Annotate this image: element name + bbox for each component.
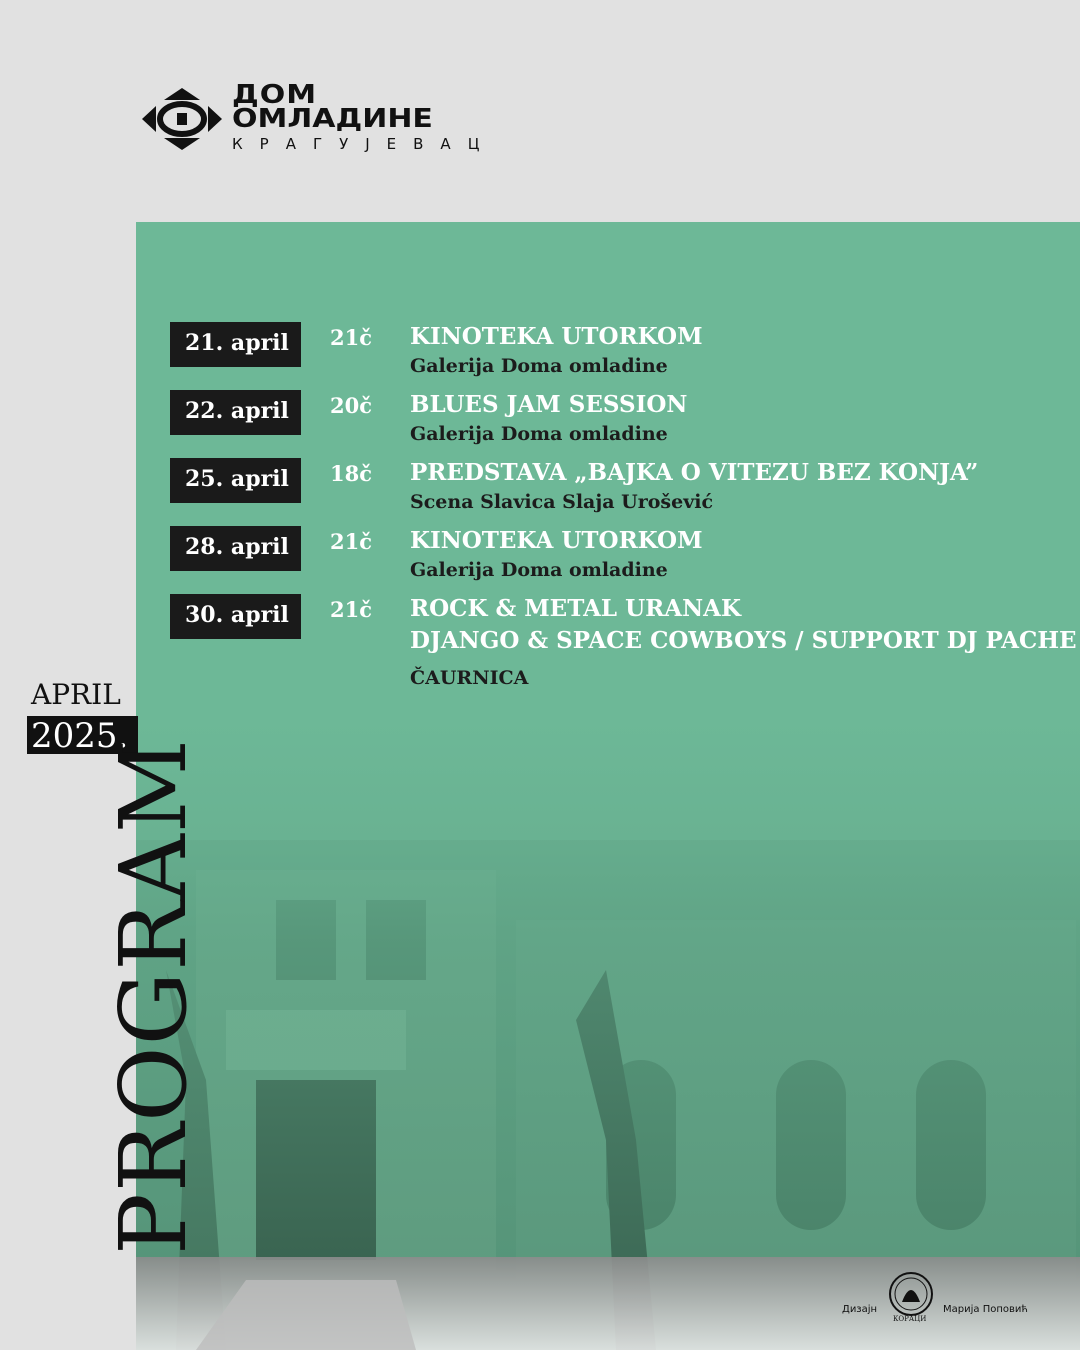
design-label: Дизајн (842, 1304, 878, 1315)
event-time: 20č (330, 393, 373, 418)
event-venue: Galerija Doma omladine (410, 423, 668, 445)
event-date: 28. april (170, 526, 301, 571)
event-time: 21č (330, 325, 373, 350)
event-title: PREDSTAVA „BAJKA O VITEZU BEZ KONJA” (410, 459, 979, 486)
logo-mark-icon (140, 86, 224, 152)
event-date: 30. april (170, 594, 301, 639)
month-label: APRIL (31, 678, 121, 711)
designer-name: Марија Поповић (943, 1304, 1028, 1315)
seal-label: КОРАЦИ (893, 1315, 927, 1323)
event-date: 22. april (170, 390, 301, 435)
dom-omladine-logo (140, 80, 560, 156)
event-time: 21č (330, 597, 373, 622)
building-photo (136, 720, 1080, 1350)
event-time: 21č (330, 529, 373, 554)
event-date: 21. april (170, 322, 301, 367)
program-vertical-title: PROGRAM (100, 738, 207, 1255)
event-title: BLUES JAM SESSION (410, 391, 688, 418)
year-badge: 2025. (27, 716, 138, 754)
event-venue: Galerija Doma omladine (410, 355, 668, 377)
event-title: ROCK & METAL URANAK (410, 595, 741, 622)
event-venue: ČAURNICA (410, 667, 529, 689)
event-venue: Scena Slavica Slaja Urošević (410, 491, 714, 513)
event-title: KINOTEKA UTORKOM (410, 527, 703, 554)
event-date: 25. april (170, 458, 301, 503)
logo-word-omladine: ОМЛАДИНЕ (232, 104, 433, 134)
event-time: 18č (330, 461, 373, 486)
event-title: KINOTEKA UTORKOM (410, 323, 703, 350)
event-venue: Galerija Doma omladine (410, 559, 668, 581)
logo-city: КРАГУЈЕВАЦ (232, 135, 497, 153)
event-subtitle: DJANGO & SPACE COWBOYS / SUPPORT DJ PACHE (410, 627, 1077, 654)
logo-word-dom: ДОМ (232, 80, 318, 110)
